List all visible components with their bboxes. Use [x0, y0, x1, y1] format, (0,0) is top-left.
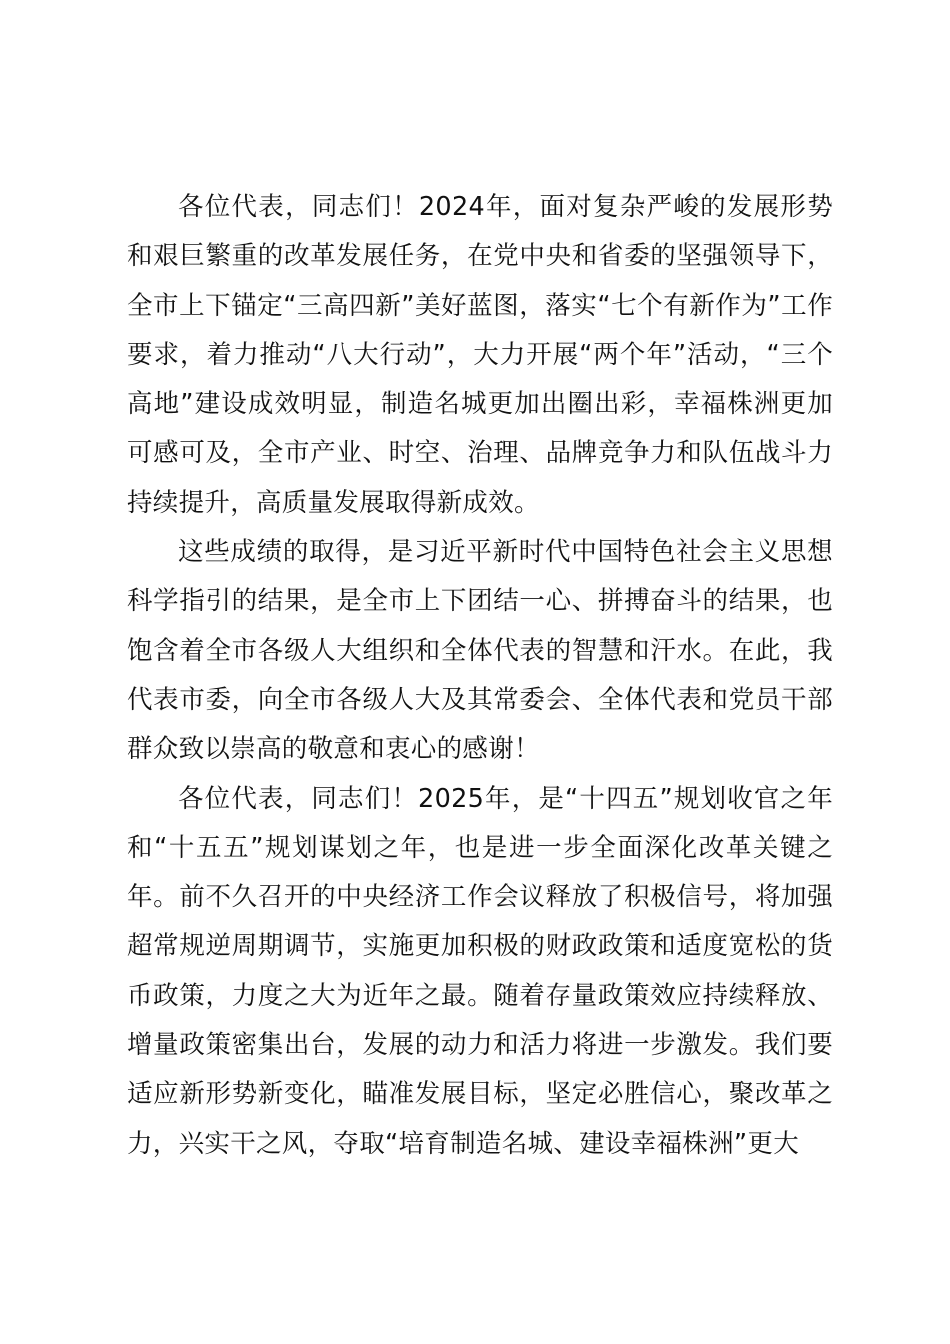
- paragraph-1: 各位代表，同志们！2024年，面对复杂严峻的发展形势和艰巨繁重的改革发展任务，在党中央和省委的坚强领导下，全市上下锚定“三高四新”美好蓝图，落实“七个有新作为”工作要求，着力推动“八大行动”，大力开展“两个年”活动，“三个高地”建设成效明显，制造名城更加出圈出彩，幸福株洲更加可感可及，全市产业、时空、治理、品牌竞争力和队伍战斗力持续提升，高质量发展取得新成效。: [127, 192, 833, 518]
- paragraph-3: 各位代表，同志们！2025年，是“十四五”规划收官之年和“十五五”规划谋划之年，也是进一步全面深化改革关键之年。前不久召开的中央经济工作会议释放了积极信号，将加强超常规逆周期调节，实施更加积极的财政政策和适度宽松的货币政策，力度之大为近年之最。随着存量政策效应持续释放、增量政策密集出台，发展的动力和活力将进一步激发。我们要适应新形势新变化，瞄准发展目标，坚定必胜信心，聚改革之力，兴实干之风，夺取“培育制造名城、建设幸福株洲”更大: [127, 783, 833, 1159]
- paragraph-2: 这些成绩的取得，是习近平新时代中国特色社会主义思想科学指引的结果，是全市上下团结一心、拼搏奋斗的结果，也饱含着全市各级人大组织和全体代表的智慧和汗水。在此，我代表市委，向全市各级人大及其常委会、全体代表和党员干部群众致以崇高的敬意和衷心的感谢！: [127, 537, 833, 765]
- document-body: [127, 183, 833, 1169]
